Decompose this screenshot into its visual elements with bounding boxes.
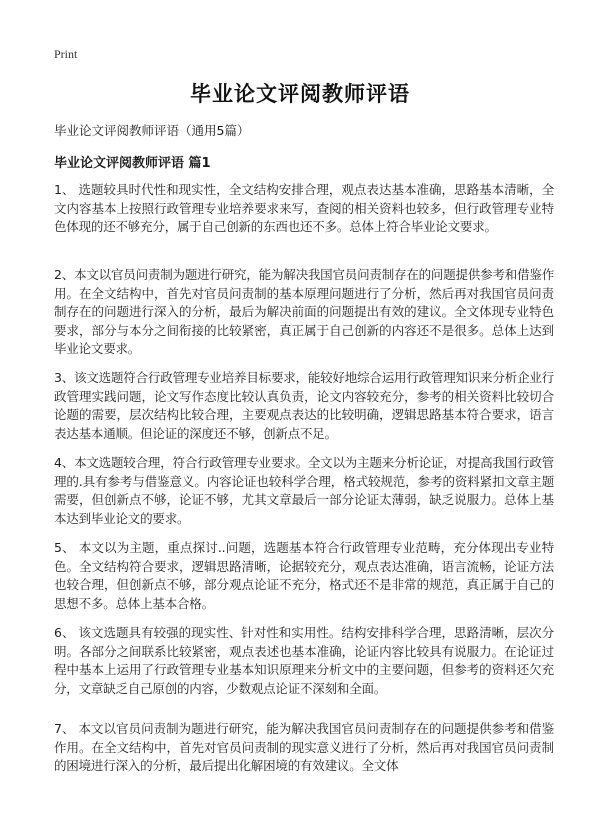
review-paragraph-4: 4、本文选题较合理，符合行政管理专业要求。全文以为主题来分析论证，对提高我国行政管理的.具有参考与借鉴意义。内容论证也较科学合理，格式较规范，参考的资料紧扣文章主题需要，但创新点不够，论证不够，尤其文章最后一部分论证太薄弱，缺乏说服力。总体上基本达到毕业论文的要求。 — [54, 455, 554, 526]
review-paragraph-7: 7、 本文以官员问责制为题进行研究，能为解决我国官员问责制存在的问题提供参考和借鉴作用。在全文结构中，首先对官员问责制的现实意义进行了分析，然后再对我国官员问责制的困境进行深入的分析，最后提出化解困境的有效建议。全文体 — [54, 721, 554, 773]
review-paragraph-2: 2、本文以官员问责制为题进行研究，能为解决我国官员问责制存在的问题提供参考和借鉴作用。在全文结构中，首先对官员问责制的基本原理问题进行了分析，然后再对我国官员问责制存在的问题进行深入的分析，最后为解决前面的问题提出有效的建议。全文体现专业特色要求，部分与本分之间衔接的比较紧密，真正属于自己创新的内容还不是很多。总体上达到毕业论文要求。 — [54, 267, 554, 356]
print-link[interactable]: Print — [54, 47, 78, 61]
review-paragraph-3: 3、该文选题符合行政管理专业培养目标要求，能较好地综合运用行政管理知识来分析企业行政管理实践问题，论文写作态度比较认真负责，论文内容较充分，参考的相关资料比较切合论题的需要，层次结构比较合理，主要观点表达的比较明确，逻辑思路基本符合要求，语言表达基本通顺。但论证的深度还不够，创新点不足。 — [54, 370, 554, 441]
document-subtitle: 毕业论文评阅教师评语（通用5篇） — [54, 123, 250, 138]
page-title: 毕业论文评阅教师评语 — [190, 82, 410, 106]
review-paragraph-1: 1、 选题较具时代性和现实性，全文结构安排合理，观点表达基本准确，思路基本清晰，全文内容基本上按照行政管理专业培养要求来写，查阅的相关资料也较多，但行政管理专业特色体现的还不够充分，属于自己创新的东西也还不多。总体上符合毕业论文要求。 — [54, 182, 554, 234]
section-heading: 毕业论文评阅教师评语 篇1 — [54, 156, 211, 171]
review-paragraph-6: 6、 该文选题具有较强的现实性、针对性和实用性。结构安排科学合理，思路清晰，层次分明。各部分之间联系比较紧密，观点表述也基本准确，论证内容比较具有说服力。在论证过程中基本上运用了行政管理专业基本知识原理来分析文中的主要问题，但参考的资料还欠充分，文章缺乏自己原创的内容，少数观点论证不深刻和全面。 — [54, 625, 554, 696]
review-paragraph-5: 5、 本文以为主题，重点探讨..问题，选题基本符合行政管理专业范畴，充分体现出专业特色。全文结构符合要求，逻辑思路清晰，论据较充分，观点表达准确，语言流畅，论证方法也较合理，但创新点不够，部分观点论证不充分，格式还不是非常的规范，真正属于自己的思想不多。总体上基本合格。 — [54, 540, 554, 611]
